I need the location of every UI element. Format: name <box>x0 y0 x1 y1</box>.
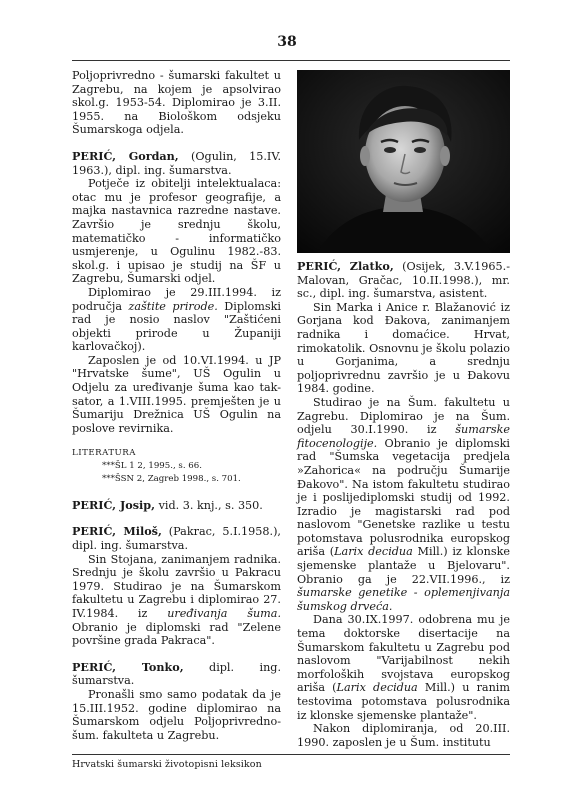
entry-name: PERIĆ, Miloš, <box>72 524 162 539</box>
entry-heading-rest: (Ogulin, 15.IV. 1963.), dipl. ing. šumarstva. <box>72 149 282 177</box>
entry-paragraph <box>297 613 510 722</box>
text-run: Mill.) iz klonske sjemenske plantaže u Bjelovaru". Obranio ga je 22.VII.1996., iz <box>297 545 510 586</box>
literature-block <box>72 447 281 485</box>
entry-peric-josip <box>72 499 281 513</box>
text-run: Obranio je diplomski rad "Šumska vegetacija predjela »Zahorica« na području Šumarije Đakovo". Na istom fakultetu studirao je i poslijediplomski studij od 1992. Izradio je magistarski rad pod naslovom "Genetske razlike u testu potomstava polusrodnika europskog ariša ( <box>297 436 510 559</box>
entry-heading <box>297 260 510 301</box>
entry-paragraph <box>72 553 281 648</box>
header-rule <box>72 60 510 61</box>
portrait-photo <box>297 70 510 253</box>
text-run: Sin Stojana, zanimanjem radnika. Srednju je školu završio u Pakracu 1979. Studirao je na Šumarskom fakultetu u Zagrebu i diplomirao 27. IV.1984. iz <box>72 552 281 620</box>
entry-heading <box>72 150 281 177</box>
italic-run: šumarske genetike - oplemenjivanja šumskog drveća. <box>297 586 510 613</box>
italic-run: uređivanja šuma. <box>167 606 282 620</box>
text-run: Studirao je na Šum. fakultetu u Zagrebu. Diplomirao je na Šum. odjelu 30.I.1990. iz <box>297 395 510 437</box>
intro-paragraph: Poljoprivredno - šumarski fakultet u Zagrebu, na kojem je apsolvirao skol.g. 1953-54. Diplomirao je 3.II. 1955. na Biološkom odsjeku Šumarskoga odjela. <box>72 69 281 137</box>
entry-heading-rest: (Pakrac, 5.I.1958.), dipl. ing. šumarstva. <box>72 525 281 553</box>
italic-run: zaštite prirode. <box>128 299 218 313</box>
entry-heading-rest: dipl. ing. šumarstva. <box>72 660 281 688</box>
text-run: Dana 30.IX.1997. odobrena mu je tema doktorske disertacije na Šumarskom fakultetu u Zagrebu pod naslovom "Varijabilnost nekih morfoloških svojstava europskog ariša ( <box>297 613 510 695</box>
entry-paragraph: Sin Marka i Anice r. Blažanović iz Gorjana kod Đakova, zanimanjem radnika i domaćice. Hrvat, rimokatolik. Osnovnu je školu polazio u Gorjanima, a srednju poljoprivrednu završio je u Đakovu 1984. godine. <box>297 300 510 396</box>
entry-heading <box>72 525 281 552</box>
entry-heading <box>72 499 281 513</box>
portrait-photo-icon <box>297 70 510 253</box>
text-run: Obranio je diplomski rad "Zelene površine grada Pakraca". <box>72 620 281 648</box>
page-number: 38 <box>277 34 297 50</box>
entry-name: PERIĆ, Gordan, <box>72 148 179 163</box>
literature-title: LITERATURA <box>72 448 136 459</box>
text-run: Mill.) u ranim testovima potomstava polusrodnika iz klonske sjemenske plantaže". <box>297 681 510 722</box>
entry-paragraph: Pronašli smo samo podatak da je 15.III.1952. godine diplomirao na Šumarskom odjelu Poljoprivredno-šum. fakulteta u Zagrebu. <box>72 687 281 742</box>
text-run: Diplomirao je 29.III.1994. iz područja <box>72 285 281 313</box>
footer-text: Hrvatski šumarski životopisni leksikon <box>72 759 262 770</box>
entry-name: PERIĆ, Tonko, <box>72 659 184 674</box>
literature-item: ***ŠSN 2, Zagreb 1998., s. 701. <box>102 474 241 485</box>
italic-run: Larix decidua <box>334 545 413 559</box>
entry-paragraph: Zaposlen je od 10.VI.1994. u JP "Hrvatske šume", UŠ Ogulin u Odjelu za uređivanje šuma kao tak-sator, a 1.VIII.1995. premješten je u Šumariju Drežnica UŠ Ogulin na poslove revirnika. <box>72 353 281 435</box>
entry-peric-zlatko <box>297 260 510 749</box>
entry-name: PERIĆ, Josip, <box>72 497 155 512</box>
entry-paragraph: Potječe iz obitelji intelektualaca: otac mu je profesor geografije, a majka nastavnica razredne nastave. Završio je srednju školu, matematičko - informatičko usmjerenje, u Ogulinu 1982.-83. skol.g. i upisao je studij na ŠF u Zagrebu, Šumarski odjel. <box>72 177 281 286</box>
entry-heading <box>72 661 281 688</box>
entry-peric-milos <box>72 525 281 647</box>
entry-peric-tonko <box>72 661 281 743</box>
italic-run: Larix decidua <box>336 681 418 695</box>
entry-paragraph: Nakon diplomiranja, od 20.III. 1990. zaposlen je u Šum. institutu <box>297 722 510 749</box>
entry-peric-gordan <box>72 150 281 435</box>
italic-run: šumarske fitocenologije. <box>297 423 510 450</box>
entry-paragraph <box>72 286 281 354</box>
text-run: Diplomski rad je nosio naslov "Zaštićeni objekti prirode u Županiji karlovačkoj). <box>72 299 281 354</box>
footer-rule <box>72 754 510 755</box>
entry-name: PERIĆ, Zlatko, <box>297 259 394 273</box>
literature-item: ***ŠL 1 2, 1995., s. 66. <box>102 461 202 472</box>
right-column <box>297 260 510 749</box>
left-column <box>72 69 281 742</box>
entry-heading-rest: (Osijek, 3.V.1965.- Malovan, Gračac, 10.II.1998.), mr. sc., dipl. ing. šumarstva, asistent. <box>297 260 510 301</box>
entry-paragraph <box>297 396 510 614</box>
entry-heading-rest: vid. 3. knj., s. 350. <box>158 498 263 512</box>
